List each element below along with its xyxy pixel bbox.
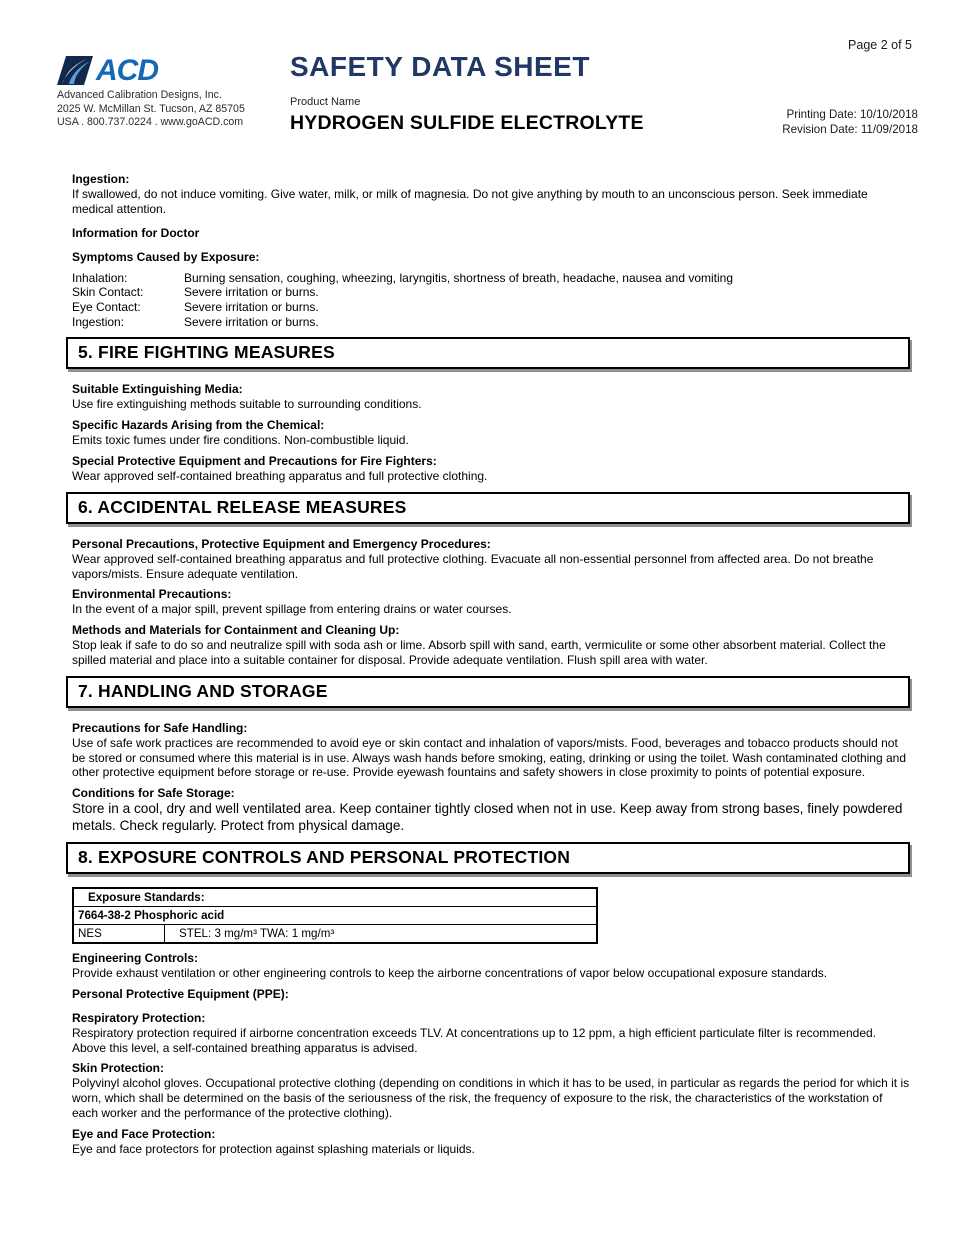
title-block (290, 52, 740, 135)
block-text: Eye and face protectors for protection against splashing materials or liquids. (72, 1141, 475, 1156)
block-label: Special Protective Equipment and Precautions for Fire Fighters: (72, 454, 437, 468)
block-text: Respiratory protection required if airborne concentration exceeds TLV. At concentrations up to 12 ppm, a high efficient particulate filter is recommended. Above this level, a self-contained breathing apparatus is advised. (72, 1025, 877, 1055)
symptom-row (72, 300, 910, 315)
block-text: Stop leak if safe to do so and neutralize spill with soda ash or lime. Absorb spill with sand, earth, vermiculite or some other absorbent material. Collect the spilled material and place into a suitable container for disposal. Provide adequate ventilation. Flush spill area with water. (72, 638, 886, 667)
block-label: Specific Hazards Arising from the Chemical: (72, 418, 325, 433)
section-6-header: 6. ACCIDENTAL RELEASE MEASURES (66, 492, 910, 524)
symptom-route: Eye Contact: (72, 300, 141, 314)
block-text: Wear approved self-contained breathing apparatus and full protective clothing. Evacuate all non-essential personnel from affected area. Do not breathe vapors/mists. Ensure adequate ventilation. (72, 551, 874, 581)
block-label: Precautions for Safe Handling: (72, 720, 248, 735)
logo-wordmark: ACD (96, 53, 158, 87)
section-7-header: 7. HANDLING AND STORAGE (66, 676, 910, 708)
product-name: HYDROGEN SULFIDE ELECTROLYTE (290, 112, 644, 134)
information-for-doctor-heading: Information for Doctor (72, 225, 200, 240)
symptom-effect: Severe irritation or burns. (184, 300, 319, 314)
exposure-agency-cell: NES (78, 926, 102, 940)
symptom-effect: Burning sensation, coughing, wheezing, laryngitis, shortness of breath, headache, nausea and vomiting (184, 270, 734, 285)
page-number-label: Page 2 of 5 (848, 38, 912, 52)
symptom-effect: Severe irritation or burns. (184, 314, 319, 329)
ppe-heading: Personal Protective Equipment (PPE): (72, 986, 289, 1001)
exposure-standards-table (72, 887, 598, 944)
symptoms-heading: Symptoms Caused by Exposure: (72, 249, 260, 264)
revision-date: Revision Date: 11/09/2018 (782, 122, 918, 136)
company-logo-block (57, 55, 287, 130)
block-label: Respiratory Protection: (72, 1010, 206, 1025)
company-address: 2025 W. McMillan St. Tucson, AZ 85705 (57, 102, 245, 115)
block-text: Polyvinyl alcohol gloves. Occupational protective clothing (depending on conditions in which it has to be used, in particular as regards the period for which it is worn, which shall be determined on the basis of the seriousness of the risk, the frequency of exposure to the risk, the characteristics of the workstation of each worker and the performance of the protective clothing). (72, 1076, 910, 1120)
company-contact: USA . 800.737.0224 . www.goACD.com (57, 116, 244, 128)
symptom-effect: Severe irritation or burns. (184, 285, 319, 300)
printing-date: Printing Date: 10/10/2018 (786, 108, 918, 121)
block-label: Conditions for Safe Storage: (72, 786, 235, 801)
sds-body (72, 172, 910, 1163)
block-label: Suitable Extinguishing Media: (72, 382, 243, 397)
acd-swoosh-logo-icon (57, 55, 93, 86)
exposure-table-values-row (74, 925, 596, 942)
symptom-route: Ingestion: (72, 314, 125, 329)
exposure-table-substance: 7664-38-2 Phosphoric acid (74, 907, 596, 925)
block-text: Emits toxic fumes under fire conditions. Non-combustible liquid. (72, 433, 409, 448)
company-info (57, 89, 287, 130)
block-text: Provide exhaust ventilation or other engineering controls to keep the airborne concentrations of vapor below occupational exposure standards. (72, 965, 828, 980)
symptoms-list (72, 271, 910, 330)
symptom-route: Skin Contact: (72, 285, 144, 300)
product-name-label: Product Name (290, 96, 361, 108)
block-label: Engineering Controls: (72, 950, 198, 965)
block-text: Use fire extinguishing methods suitable to surrounding conditions. (72, 397, 422, 412)
company-name: Advanced Calibration Designs, Inc. (57, 89, 222, 101)
block-label: Personal Precautions, Protective Equipment and Emergency Procedures: (72, 536, 491, 551)
block-label: Eye and Face Protection: (72, 1126, 216, 1141)
exposure-limits-cell: STEL: 3 mg/m³ TWA: 1 mg/m³ (164, 925, 596, 942)
block-text: Store in a cool, dry and well ventilated area. Keep container tightly closed when not in use. Keep away from strong bases, finely powdered metals. Check regularly. Protect from physical damage. (72, 801, 903, 833)
block-label: Environmental Precautions: (72, 587, 232, 602)
block-text: Use of safe work practices are recommended to avoid eye or skin contact and inhalation of vapors/mists. Food, beverages and tobacco products should not be stored or consumed where this material is in use. Always wash hands before smoking, eating, drinking or using the toilet. Wash contaminated clothing and other protective equipment before storage or re-use. Provide eyewash fountains and safety showers in close proximity to points of potential exposure. (72, 735, 907, 780)
block-text: Wear approved self-contained breathing apparatus and full protective clothing. (72, 469, 488, 483)
ingestion-text: If swallowed, do not induce vomiting. Give water, milk, or milk of magnesia. Do not give anything by mouth to an unconscious person. Seek immediate medical attention. (72, 187, 868, 216)
symptom-row (72, 285, 910, 300)
block-text: In the event of a major spill, prevent spillage from entering drains or water courses. (72, 602, 512, 617)
section-5-header: 5. FIRE FIGHTING MEASURES (66, 337, 910, 369)
block-label: Methods and Materials for Containment and Cleaning Up: (72, 623, 400, 638)
symptom-row (72, 315, 910, 330)
ingestion-heading: Ingestion: (72, 172, 130, 186)
document-title: SAFETY DATA SHEET (290, 51, 590, 82)
logo-row (57, 55, 287, 86)
dates-block (782, 108, 918, 137)
block-label: Skin Protection: (72, 1061, 165, 1076)
symptom-route: Inhalation: (72, 270, 128, 285)
symptom-row (72, 271, 910, 286)
exposure-table-header: Exposure Standards: (74, 889, 596, 907)
section-8-header: 8. EXPOSURE CONTROLS AND PERSONAL PROTECTION (66, 842, 910, 874)
